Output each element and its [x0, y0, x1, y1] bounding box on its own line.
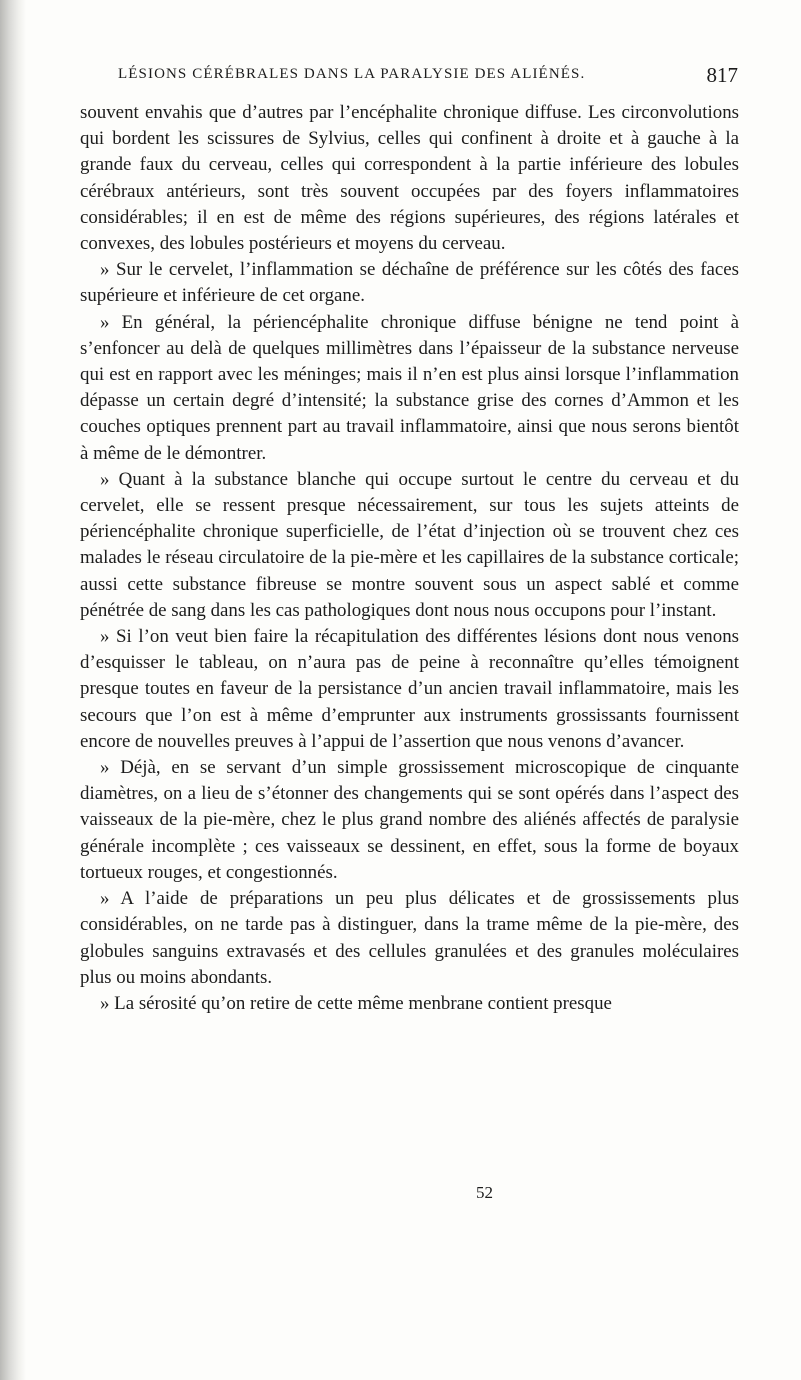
running-head [118, 63, 738, 92]
paragraph: » Sur le cervelet, l’inflammation se déchaîne de préférence sur les côtés des faces supérieure et inférieure de cet organe. [80, 259, 739, 307]
paragraph: » La sérosité qu’on retire de cette même menbrane contient presque [100, 992, 612, 1014]
page-number: 817 [706, 63, 738, 87]
paragraph: » Déjà, en se servant d’un simple grossissement microscopique de cinquante diamètres, on a lieu de s’étonner des changements qui se sont opérés dans l’aspect des vaisseaux de la pie-mère, chez le plus grand nombre des aliénés affectés de paralysie générale incomplète ; ces vaisseaux se dessinent, en effet, sous la forme de boyaux tortueux rouges, et congestionnés. [80, 757, 739, 883]
paragraph: » Si l’on veut bien faire la récapitulation des différentes lésions dont nous venons d’esquisser le tableau, on n’aura pas de peine à reconnaître qu’elles témoignent presque toutes en faveur de la persistance d’un ancien travail inflammatoire, mais les secours que l’on est à même d’emprunter aux instruments grossissants fournissent encore de nouvelles preuves à l’appui de l’assertion que nous venons d’avancer. [80, 626, 739, 752]
paragraph: » A l’aide de préparations un peu plus délicates et de grossissements plus considérables, on ne tarde pas à distinguer, dans la trame même de la pie-mère, des globules sanguins extravasés et des cellules granulées et des granules moléculaires plus ou moins abondants. [80, 888, 739, 988]
running-title: LÉSIONS CÉRÉBRALES DANS LA PARALYSIE DES ALIÉNÉS. [118, 66, 586, 82]
paragraph: » Quant à la substance blanche qui occupe surtout le centre du cerveau et du cervelet, elle se ressent presque nécessairement, sur tous les sujets atteints de périencéphalite chronique superficielle, de l’état d’injection où se trouvent chez ces malades le réseau circulatoire de la pie-mère et les capillaires de la substance corticale; aussi cette substance fibreuse se montre souvent sous un aspect sablé et comme pénétrée de sang dans les cas pathologiques dont nous nous occupons pour l’instant. [80, 468, 739, 621]
paragraph: » En général, la périencéphalite chronique diffuse bénigne ne tend point à s’enfoncer au delà de quelques millimètres dans l’épaisseur de la substance nerveuse qui est en rapport avec les méninges; mais il n’en est plus ainsi lorsque l’inflammation dépasse un certain degré d’intensité; la substance grise des cornes d’Ammon et les couches optiques prennent part au travail inflammatoire, ainsi que nous serons bientôt à même de le démontrer. [80, 311, 739, 464]
body-text [80, 100, 739, 1017]
signature-mark: 52 [476, 1183, 493, 1202]
paragraph: souvent envahis que d’autres par l’encéphalite chronique diffuse. Les circonvolutions qui bordent les scissures de Sylvius, celles qui confinent à droite et à gauche à la grande faux du cerveau, celles qui correspondent à la partie inférieure des lobules cérébraux antérieurs, sont très souvent occupées par des foyers inflammatoires considérables; il en est de même des régions supérieures, des régions latérales et convexes, des lobules postérieurs et moyens du cerveau. [80, 102, 739, 255]
binding-gutter-shadow [0, 0, 26, 1380]
